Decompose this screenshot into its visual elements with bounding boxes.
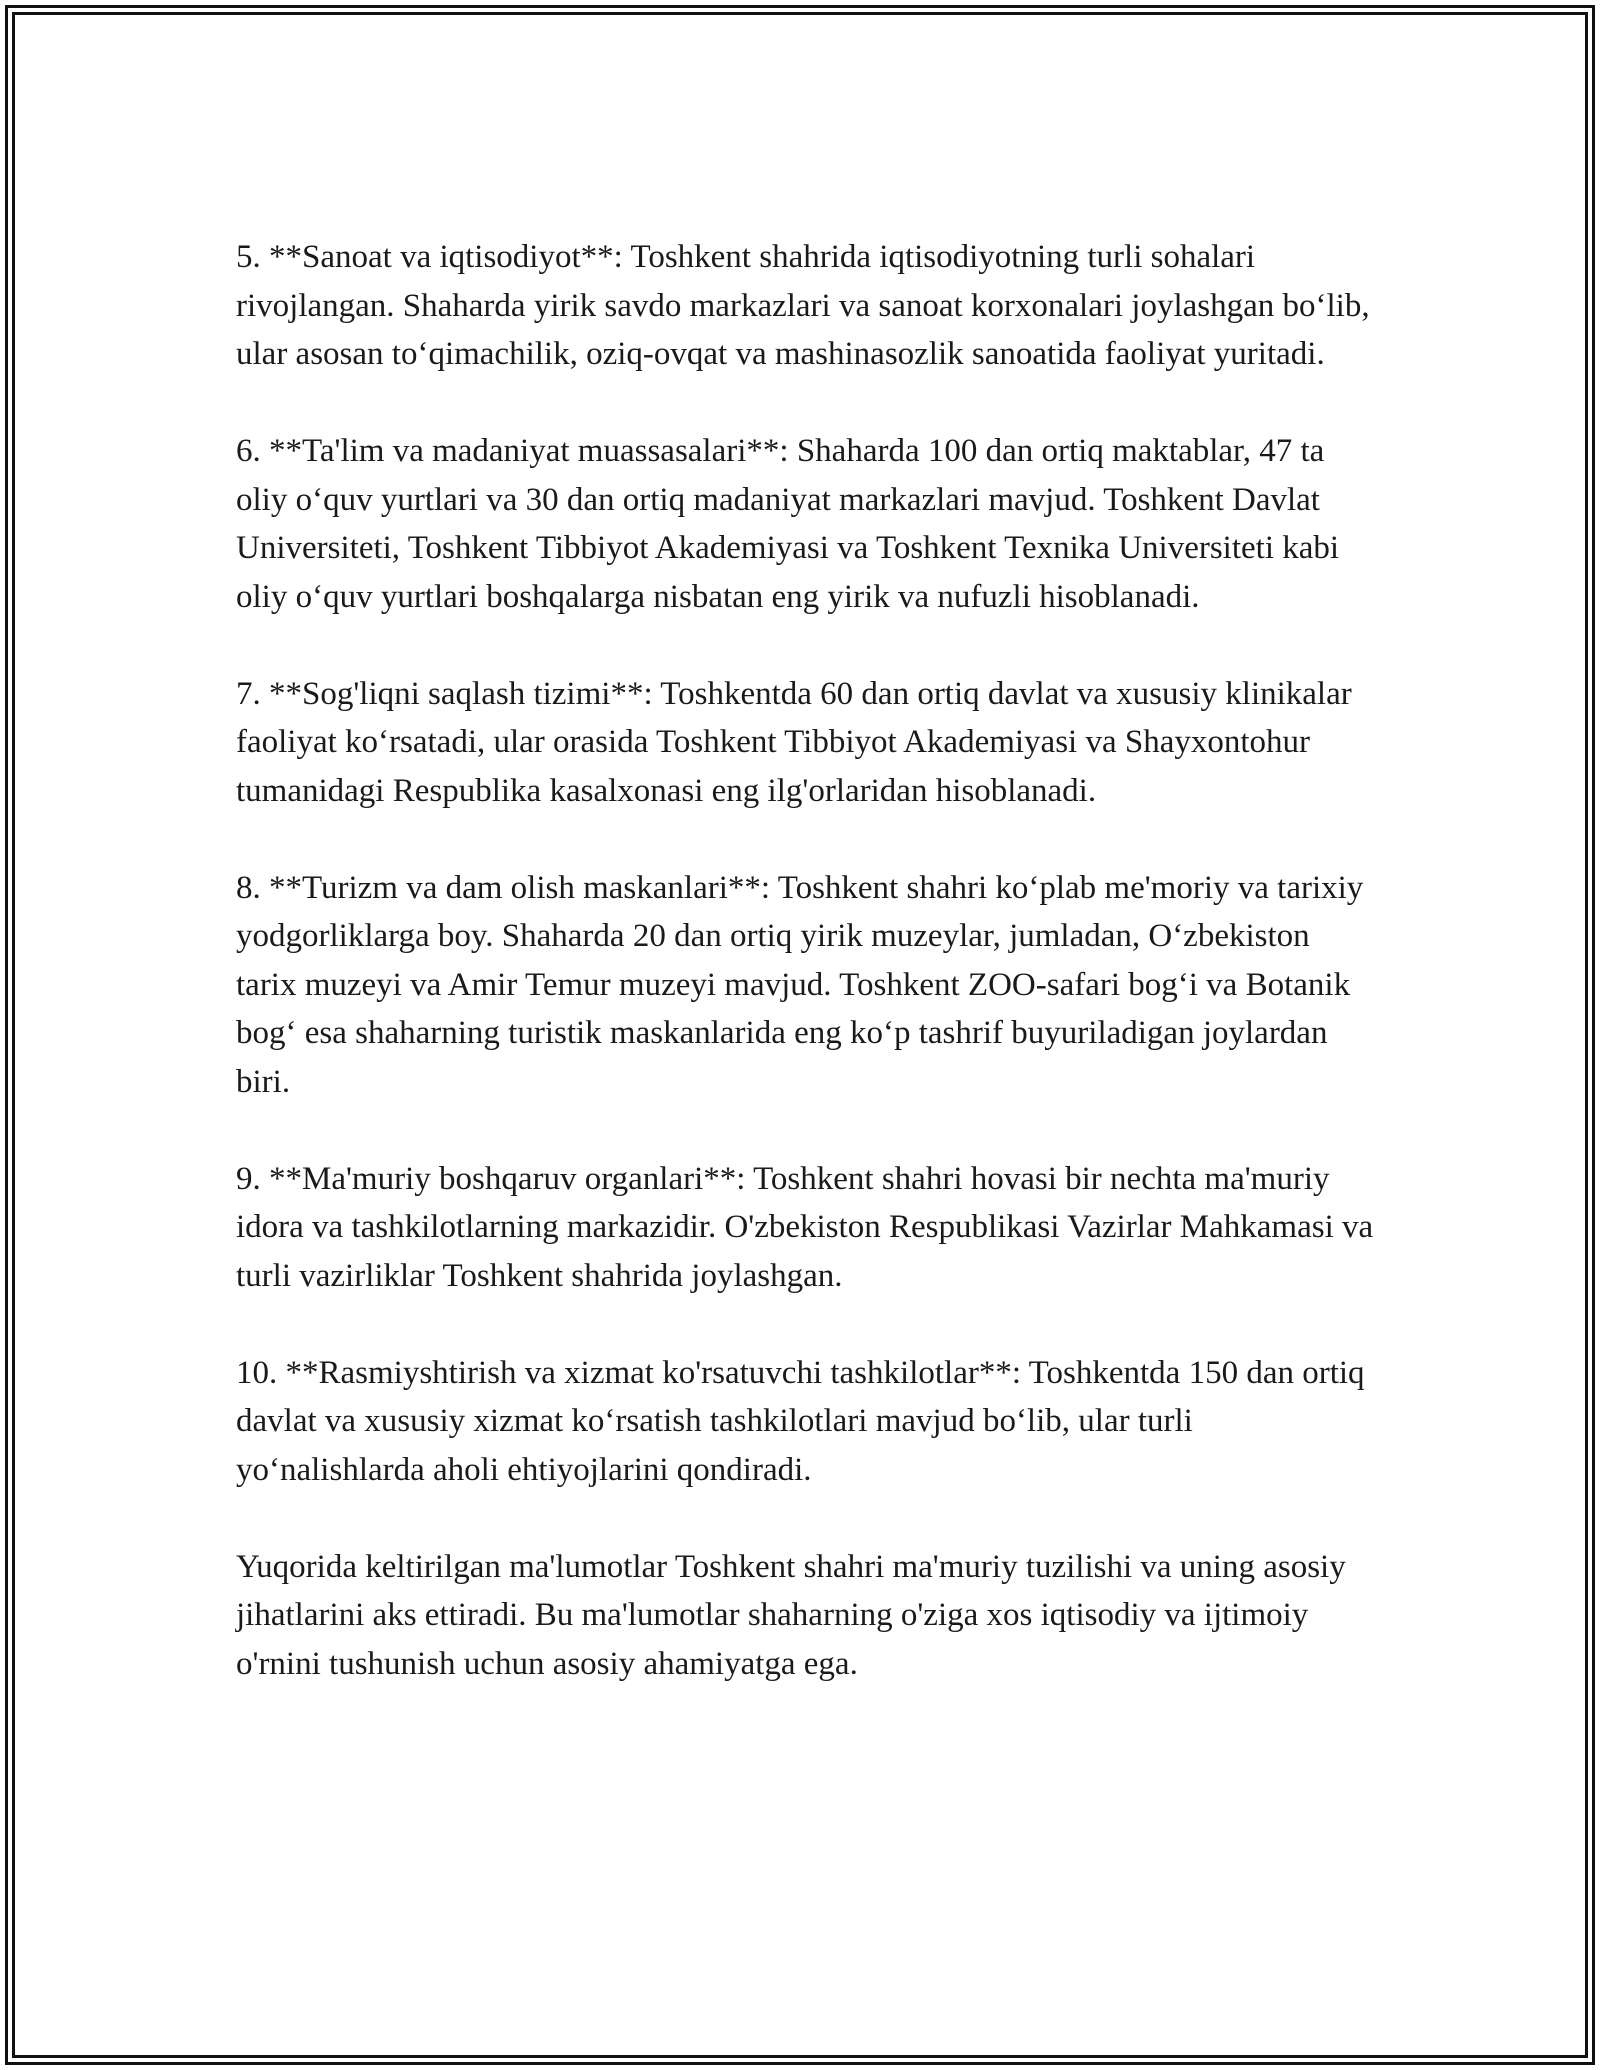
document-body xyxy=(236,233,1376,1688)
paragraph-service-organizations: 10. **Rasmiyshtirish va xizmat ko'rsatuvchi tashkilotlar**: Toshkentda 150 dan ortiq davlat va xususiy xizmat ko‘rsatish tashkilotlari mavjud bo‘lib, ular turli yo‘nalishlarda aholi ehtiyojlarini qondiradi. xyxy=(236,1354,1365,1488)
paragraph-education-culture: 6. **Ta'lim va madaniyat muassasalari**: Shaharda 100 dan ortiq maktablar, 47 ta oliy o‘quv yurtlari va 30 dan ortiq madaniyat markazlari mavjud. Toshkent Davlat Universiteti, Toshkent Tibbiyot Akademiyasi va Toshkent Texnika Universiteti kabi oliy o‘quv yurtlari boshqalarga nisbatan eng yirik va nufuzli hisoblanadi. xyxy=(236,433,1340,615)
paragraph-conclusion: Yuqorida keltirilgan ma'lumotlar Toshkent shahri ma'muriy tuzilishi va uning asosiy jihatlarini aks ettiradi. Bu ma'lumotlar shaharning o'ziga xos iqtisodiy va ijtimoiy o'rnini tushunish uchun asosiy ahamiyatga ega. xyxy=(236,1548,1346,1682)
paragraph-healthcare: 7. **Sog'liqni saqlash tizimi**: Toshkentda 60 dan ortiq davlat va xususiy klinikalar faoliyat ko‘rsatadi, ular orasida Toshkent Tibbiyot Akademiyasi va Shayxontohur tumanidagi Respublika kasalxonasi eng ilg'orlaridan hisoblanadi. xyxy=(236,675,1352,809)
paragraph-tourism: 8. **Turizm va dam olish maskanlari**: Toshkent shahri ko‘plab me'moriy va tarixiy yodgorliklarga boy. Shaharda 20 dan ortiq yirik muzeylar, jumladan, O‘zbekiston tarix muzeyi va Amir Temur muzeyi mavjud. Toshkent ZOO-safari bog‘i va Botanik bog‘ esa shaharning turistik maskanlarida eng ko‘p tashrif buyuriladigan joylardan biri. xyxy=(236,869,1364,1100)
paragraph-industry-economy: 5. **Sanoat va iqtisodiyot**: Toshkent shahrida iqtisodiyotning turli sohalari rivojlangan. Shaharda yirik savdo markazlari va sanoat korxonalari joylashgan bo‘lib, ular asosan to‘qimachilik, oziq-ovqat va mashinasozlik sanoatida faoliyat yuritadi. xyxy=(236,239,1370,372)
paragraph-administration: 9. **Ma'muriy boshqaruv organlari**: Toshkent shahri hovasi bir nechta ma'muriy idora va tashkilotlarning markazidir. O'zbekiston Respublikasi Vazirlar Mahkamasi va turli vazirliklar Toshkent shahrida joylashgan. xyxy=(236,1160,1374,1294)
